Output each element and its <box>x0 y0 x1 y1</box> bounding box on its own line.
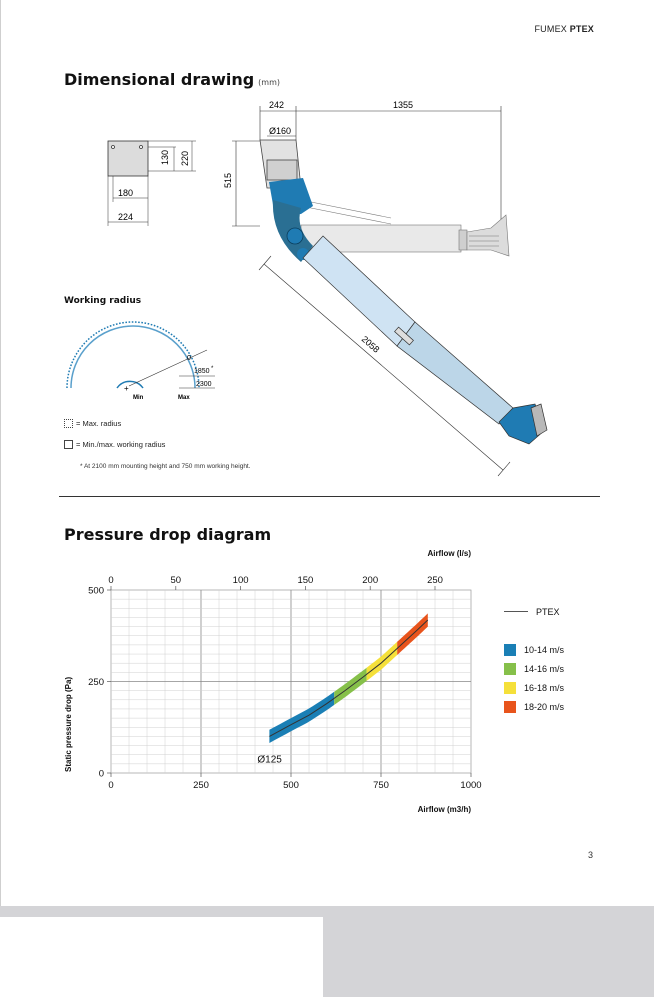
top-tick-label: 200 <box>362 575 379 586</box>
top-tick-label: 250 <box>427 575 443 586</box>
x-axis-label: Airflow (m3/h) <box>417 805 471 814</box>
legend-working-radius: = Min./max. working radius <box>64 440 165 449</box>
radius-1850-label: 1850 <box>194 368 210 375</box>
series-line-icon <box>504 611 528 612</box>
dim-2058-label: 2058 <box>359 333 382 355</box>
legend-max-radius: = Max. radius <box>64 419 121 428</box>
legend-band-2: 14-16 m/s <box>504 659 564 678</box>
extended-arm <box>303 236 547 444</box>
chart-legend <box>504 602 564 716</box>
x-tick-label: 0 <box>108 780 114 791</box>
dim-220-label: 220 <box>180 150 190 166</box>
dimensional-drawing <box>1 90 654 490</box>
radius-1850-star: * <box>211 366 214 372</box>
radius-max-label: Max <box>178 395 190 401</box>
dim-224-label: 224 <box>118 212 134 222</box>
legend-band-3: 16-18 m/s <box>504 678 564 697</box>
band-swatch <box>504 663 516 675</box>
dim-1355-label: 1355 <box>393 100 414 110</box>
band-swatch <box>504 682 516 694</box>
dimensional-drawing-title: Dimensional drawing (mm) <box>64 70 280 89</box>
legend-band-1: 10-14 m/s <box>504 640 564 659</box>
x-tick-label: 750 <box>373 780 389 791</box>
y-tick-label: 0 <box>98 768 104 780</box>
diameter-label: Ø125 <box>257 754 282 766</box>
y-tick-label: 500 <box>88 585 104 597</box>
page-number: 3 <box>588 850 594 860</box>
working-radius-note: * At 2100 mm mounting height and 750 mm working height. <box>80 463 251 470</box>
band-swatch <box>504 701 516 713</box>
working-radius-diagram <box>59 320 229 405</box>
brand-header: FUMEX PTEX <box>534 24 594 34</box>
legend-series-ptex: PTEX <box>504 602 564 621</box>
working-radius-title: Working radius <box>64 296 142 306</box>
radius-plus-label: + <box>124 384 129 393</box>
dotted-box-icon <box>64 419 73 428</box>
dim-515-label: 515 <box>223 172 233 188</box>
dim-160-label: Ø160 <box>269 126 292 136</box>
footer-white-block <box>0 917 323 997</box>
solid-box-icon <box>64 440 73 449</box>
band-swatch <box>504 644 516 656</box>
top-axis-label: Airflow (l/s) <box>427 549 471 558</box>
radius-min-label: Min <box>133 395 144 401</box>
dim-242-label: 242 <box>269 100 285 110</box>
radius-zero-label: 0 <box>187 355 191 362</box>
top-tick-label: 0 <box>108 575 114 586</box>
y-tick-label: 250 <box>88 677 104 688</box>
top-tick-label: 150 <box>297 575 314 586</box>
dim-130-label: 130 <box>160 149 170 165</box>
legend-band-4: 18-20 m/s <box>504 697 564 716</box>
arm-joint <box>269 178 313 262</box>
top-tick-label: 50 <box>170 575 182 586</box>
x-tick-label: 500 <box>283 780 299 791</box>
pressure-drop-title: Pressure drop diagram <box>64 525 272 544</box>
radius-2300-label: 2300 <box>196 381 212 388</box>
x-tick-label: 1000 <box>460 780 482 791</box>
top-tick-label: 100 <box>232 575 249 586</box>
dim-180-label: 180 <box>118 188 134 198</box>
y-axis-label: Static pressure drop (Pa) <box>64 676 73 772</box>
section-divider <box>59 496 600 497</box>
x-tick-label: 250 <box>193 780 209 791</box>
dim-2058-line <box>259 256 510 476</box>
